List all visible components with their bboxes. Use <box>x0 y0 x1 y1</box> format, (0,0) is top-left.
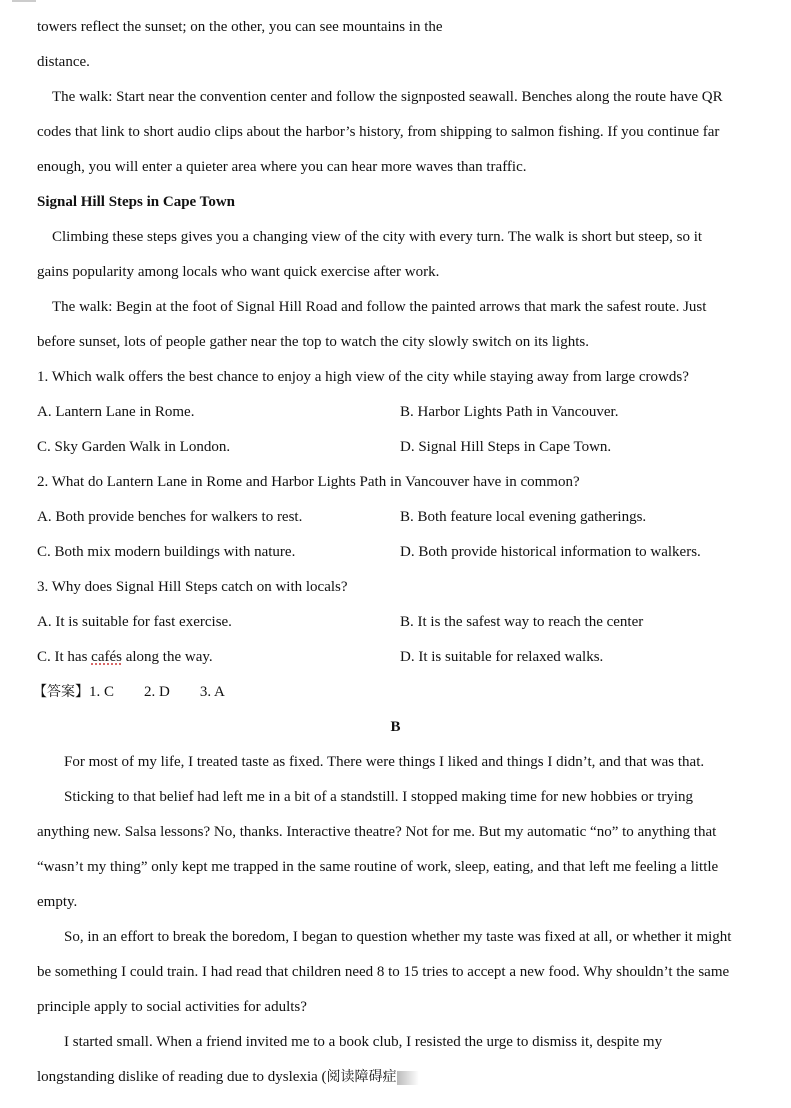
paragraph-line <box>37 1067 419 1087</box>
option-b-d: D. Signal Hill Steps in Cape Town. <box>400 439 612 455</box>
option-row <box>37 612 757 632</box>
spellcheck-word: cafés <box>91 649 122 665</box>
paragraph-line: “wasn’t my thing” only kept me trapped in the same routine of work, sleep, eating, and that left me feeling a little <box>37 859 719 875</box>
paragraph-line: Sticking to that belief had left me in a bit of a standstill. I stopped making time for new hobbies or trying <box>64 789 694 805</box>
paragraph-line: empty. <box>37 894 78 910</box>
paragraph-line: principle apply to social activities for adults? <box>37 999 307 1015</box>
answer-label: 【答案】 <box>33 684 89 700</box>
paragraph-line: before sunset, lots of people gather near the top to watch the city slowly switch on its lights. <box>37 334 589 350</box>
paragraph-text: longstanding dislike of reading due to dyslexia ( <box>37 1069 327 1085</box>
paragraph-line: distance. <box>37 54 90 70</box>
question-text: 1. Which walk offers the best chance to enjoy a high view of the city while staying away from large crowds? <box>37 369 689 385</box>
option-row <box>37 437 757 457</box>
chinese-gloss: 阅读障碍症 <box>326 1069 397 1085</box>
paragraph-line: enough, you will enter a quieter area where you can hear more waves than traffic. <box>37 159 527 175</box>
option-b-d: B. Both feature local evening gatherings. <box>400 509 647 525</box>
option-a-c: A. It is suitable for fast exercise. <box>37 614 232 630</box>
option-a-c: C. Both mix modern buildings with nature. <box>37 544 296 560</box>
option-row <box>37 647 757 667</box>
paragraph-line: anything new. Salsa lessons? No, thanks. Interactive theatre? Not for me. But my automatic “no” to anything that <box>37 824 717 840</box>
option-a-c: A. Lantern Lane in Rome. <box>37 404 195 420</box>
paragraph-line: I started small. When a friend invited me to a book club, I resisted the urge to dismiss it, despite my <box>64 1034 663 1050</box>
paragraph-line: gains popularity among locals who want quick exercise after work. <box>37 264 440 280</box>
option-b-d: D. It is suitable for relaxed walks. <box>400 649 604 665</box>
page-corner-mark <box>12 0 36 2</box>
paragraph-line: The walk: Begin at the foot of Signal Hill Road and follow the painted arrows that mark the safest route. Just <box>52 299 707 315</box>
option-b-d: B. It is the safest way to reach the center <box>400 614 644 630</box>
question-text: 2. What do Lantern Lane in Rome and Harbor Lights Path in Vancouver have in common? <box>37 474 580 490</box>
paragraph-line: Climbing these steps gives you a changing view of the city with every turn. The walk is short but steep, so it <box>52 229 703 245</box>
section-title: B <box>390 719 401 735</box>
option-a-c: C. Sky Garden Walk in London. <box>37 439 231 455</box>
option-b-d: D. Both provide historical information to walkers. <box>400 544 701 560</box>
answer-key <box>33 682 225 702</box>
paragraph-line: So, in an effort to break the boredom, I began to question whether my taste was fixed at all, or whether it might <box>64 929 732 945</box>
faded-region <box>397 1071 419 1085</box>
answer-values: 1. C 2. D 3. A <box>89 684 225 700</box>
paragraph-line: For most of my life, I treated taste as fixed. There were things I liked and things I didn’t, and that was that. <box>64 754 705 770</box>
option-a-c: A. Both provide benches for walkers to rest. <box>37 509 303 525</box>
option-b-d: B. Harbor Lights Path in Vancouver. <box>400 404 619 420</box>
paragraph-line: codes that link to short audio clips about the harbor’s history, from shipping to salmon fishing. If you continue far <box>37 124 720 140</box>
question-text: 3. Why does Signal Hill Steps catch on with locals? <box>37 579 348 595</box>
option-row <box>37 507 757 527</box>
option-row <box>37 402 757 422</box>
paragraph-line: towers reflect the sunset; on the other, you can see mountains in the <box>37 19 443 35</box>
option-row <box>37 542 757 562</box>
paragraph-line: be something I could train. I had read that children need 8 to 15 tries to accept a new food. Why shouldn’t the same <box>37 964 730 980</box>
option-c: C. It has cafés along the way. <box>37 649 213 665</box>
paragraph-line: The walk: Start near the convention center and follow the signposted seawall. Benches along the route have QR <box>52 89 723 105</box>
section-heading: Signal Hill Steps in Cape Town <box>37 194 235 210</box>
